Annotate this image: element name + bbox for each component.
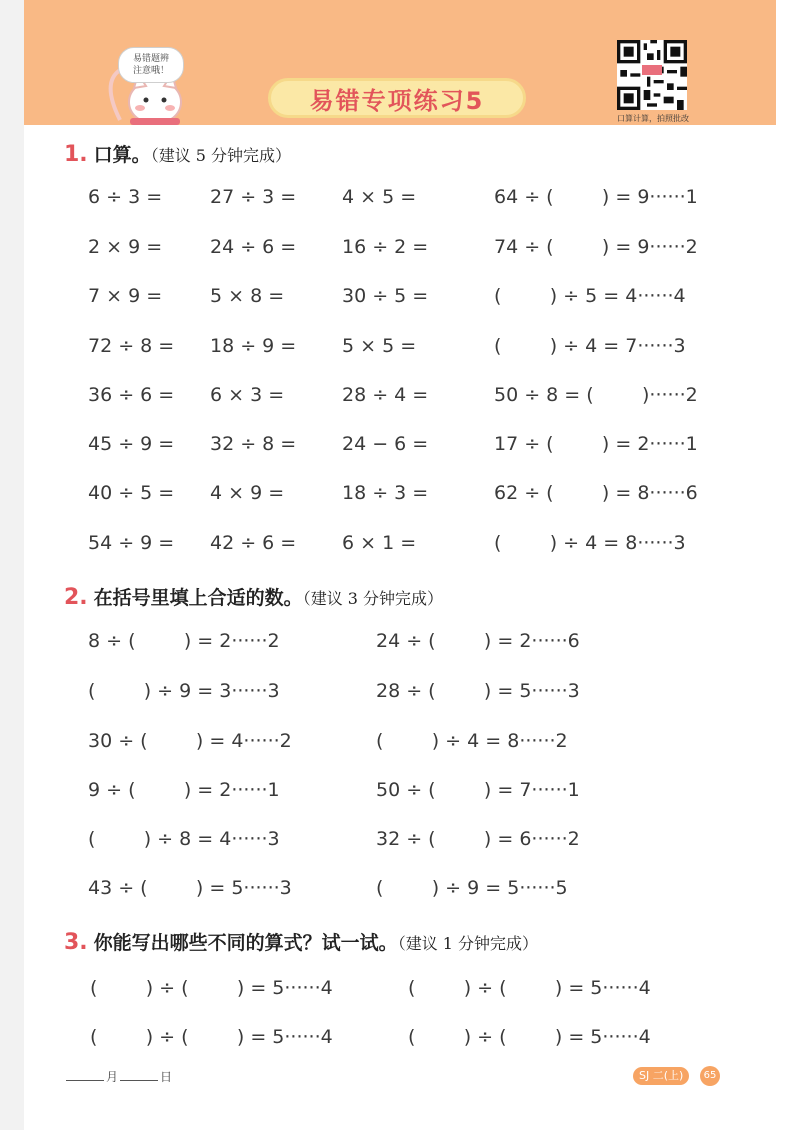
section1-title: 口算。: [93, 144, 151, 166]
problem[interactable]: 62 ÷ ( ) = 8······6: [494, 482, 698, 504]
problem[interactable]: ( ) ÷ 9 = 5······5: [376, 877, 568, 899]
problem[interactable]: 6 × 3 =: [210, 384, 285, 406]
section1-note: （建议 5 分钟完成）: [150, 146, 292, 165]
problem[interactable]: ( ) ÷ ( ) = 5······4: [408, 1026, 651, 1048]
problem[interactable]: 24 ÷ ( ) = 2······6: [376, 630, 580, 652]
bubble-line: 注意哦！: [132, 66, 169, 76]
bubble-line: 易错题辨: [132, 54, 169, 64]
qr-caption: 口算计算，拍照批改: [617, 114, 689, 123]
page-number: 65: [700, 1066, 720, 1086]
month-label: 月: [106, 1070, 119, 1084]
problem[interactable]: 4 × 5 =: [342, 186, 417, 208]
problem-row: [0, 630, 800, 660]
problem-row: [0, 285, 800, 315]
month-blank[interactable]: [66, 1080, 104, 1081]
problem[interactable]: 50 ÷ ( ) = 7······1: [376, 779, 580, 801]
problem[interactable]: 36 ÷ 6 =: [88, 384, 175, 406]
problem[interactable]: 16 ÷ 2 =: [342, 236, 429, 258]
problem[interactable]: 7 × 9 =: [88, 285, 163, 307]
problem[interactable]: 2 × 9 =: [88, 236, 163, 258]
problem[interactable]: 5 × 8 =: [210, 285, 285, 307]
problem[interactable]: 54 ÷ 9 =: [88, 532, 175, 554]
section1-number: 1.: [64, 142, 88, 167]
problem[interactable]: 5 × 5 =: [342, 335, 417, 357]
problem[interactable]: 43 ÷ ( ) = 5······3: [88, 877, 292, 899]
problem[interactable]: 28 ÷ ( ) = 5······3: [376, 680, 580, 702]
book-tag: SJ 二(上): [633, 1067, 689, 1085]
problem-row: [0, 433, 800, 463]
problem[interactable]: 32 ÷ 8 =: [210, 433, 297, 455]
page-edge: [0, 0, 24, 1130]
problem-row: [0, 236, 800, 266]
section2-number: 2.: [64, 585, 88, 610]
problem[interactable]: 30 ÷ ( ) = 4······2: [88, 730, 292, 752]
problem[interactable]: 42 ÷ 6 =: [210, 532, 297, 554]
problem[interactable]: 18 ÷ 3 =: [342, 482, 429, 504]
title-ribbon: [268, 78, 526, 118]
problem-row: [0, 779, 800, 809]
problem[interactable]: 45 ÷ 9 =: [88, 433, 175, 455]
problem[interactable]: ( ) ÷ ( ) = 5······4: [90, 977, 333, 999]
problem[interactable]: ( ) ÷ ( ) = 5······4: [90, 1026, 333, 1048]
problem-row: [0, 335, 800, 365]
section2-heading: [64, 583, 443, 610]
problem[interactable]: ( ) ÷ 8 = 4······3: [88, 828, 280, 850]
section3-title: 你能写出哪些不同的算式？试一试。: [93, 932, 398, 954]
problem[interactable]: 28 ÷ 4 =: [342, 384, 429, 406]
problem[interactable]: 27 ÷ 3 =: [210, 186, 297, 208]
problem[interactable]: ( ) ÷ ( ) = 5······4: [408, 977, 651, 999]
problem[interactable]: 9 ÷ ( ) = 2······1: [88, 779, 280, 801]
problem[interactable]: 24 ÷ 6 =: [210, 236, 297, 258]
problem-row: [0, 384, 800, 414]
problem-row: [0, 977, 800, 1007]
problem-row: [0, 877, 800, 907]
problem-row: [0, 730, 800, 760]
problem[interactable]: ( ) ÷ 4 = 7······3: [494, 335, 686, 357]
problem[interactable]: 17 ÷ ( ) = 2······1: [494, 433, 698, 455]
problem-row: [0, 186, 800, 216]
problem-row: [0, 532, 800, 562]
section2-note: （建议 3 分钟完成）: [302, 589, 444, 608]
problem[interactable]: ( ) ÷ 4 = 8······2: [376, 730, 568, 752]
problem[interactable]: ( ) ÷ 5 = 4······4: [494, 285, 686, 307]
page-title: 易错专项练习5: [309, 86, 485, 115]
problem-row: [0, 482, 800, 512]
problem[interactable]: 32 ÷ ( ) = 6······2: [376, 828, 580, 850]
problem[interactable]: 50 ÷ 8 = ( )······2: [494, 384, 698, 406]
section1-heading: [64, 140, 291, 167]
qr-code-icon[interactable]: [617, 40, 687, 110]
day-label: 日: [160, 1070, 173, 1084]
problem-row: [0, 1026, 800, 1056]
date-field: [64, 1068, 172, 1085]
problem[interactable]: 74 ÷ ( ) = 9······2: [494, 236, 698, 258]
problem[interactable]: 8 ÷ ( ) = 2······2: [88, 630, 280, 652]
section2-title: 在括号里填上合适的数。: [93, 587, 303, 609]
section3-note: （建议 1 分钟完成）: [397, 934, 539, 953]
problem[interactable]: ( ) ÷ 4 = 8······3: [494, 532, 686, 554]
problem-row: [0, 828, 800, 858]
problem[interactable]: 6 × 1 =: [342, 532, 417, 554]
problem[interactable]: 4 × 9 =: [210, 482, 285, 504]
problem-row: [0, 680, 800, 710]
problem[interactable]: ( ) ÷ 9 = 3······3: [88, 680, 280, 702]
problem[interactable]: 18 ÷ 9 =: [210, 335, 297, 357]
section3-number: 3.: [64, 930, 88, 955]
problem[interactable]: 40 ÷ 5 =: [88, 482, 175, 504]
problem[interactable]: 72 ÷ 8 =: [88, 335, 175, 357]
day-blank[interactable]: [120, 1080, 158, 1081]
section3-heading: [64, 928, 538, 955]
problem[interactable]: 6 ÷ 3 =: [88, 186, 163, 208]
problem[interactable]: 64 ÷ ( ) = 9······1: [494, 186, 698, 208]
problem[interactable]: 24 − 6 =: [342, 433, 429, 455]
speech-bubble: [118, 47, 184, 83]
problem[interactable]: 30 ÷ 5 =: [342, 285, 429, 307]
